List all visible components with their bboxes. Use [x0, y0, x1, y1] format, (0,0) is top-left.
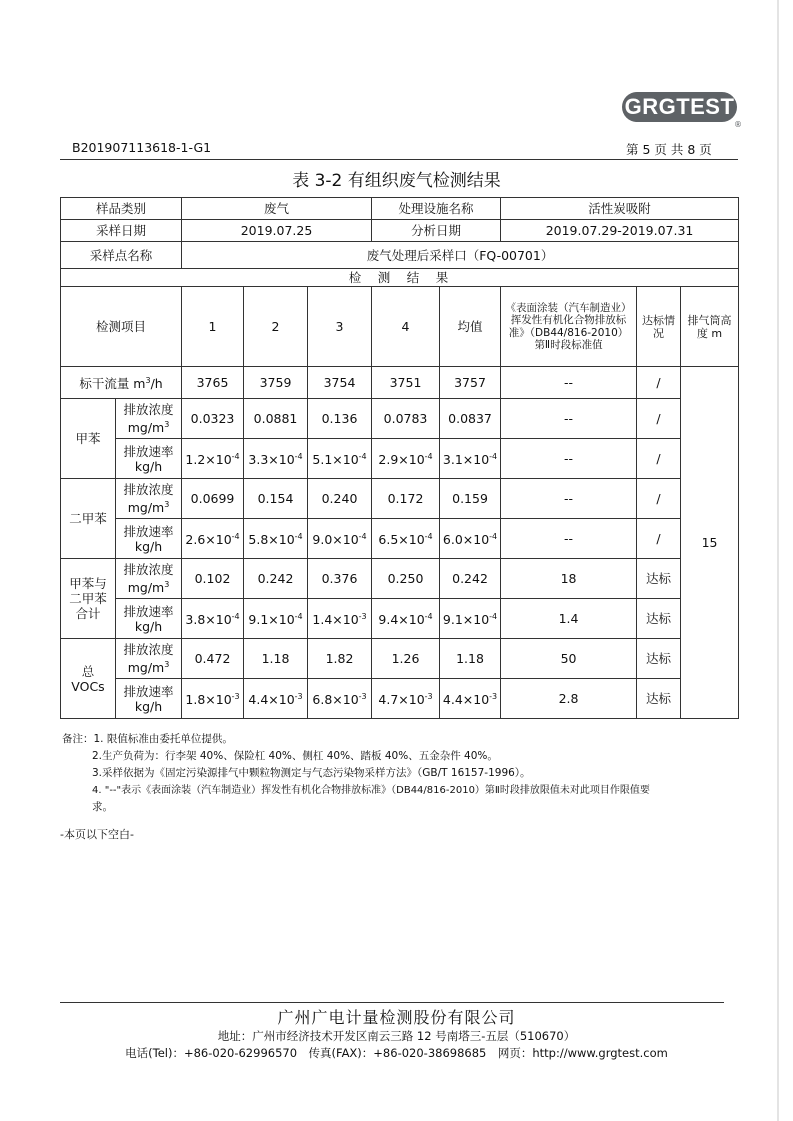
- sampling-date: 2019.07.25: [182, 220, 372, 242]
- notes: [62, 731, 734, 816]
- status-cell: 达标: [637, 679, 681, 719]
- table-row: [61, 559, 739, 599]
- column-header-row: [61, 287, 739, 367]
- note-1: 备注：1. 限值标准由委托单位提供。: [62, 733, 233, 745]
- value-cell: 0.376: [308, 559, 372, 599]
- value-mantissa: 9.4×10: [378, 612, 425, 628]
- table-title: 表 3-2 有组织废气检测结果: [292, 171, 501, 191]
- value-mantissa: 5.8×10: [248, 532, 295, 548]
- value-exponent: -4: [358, 452, 367, 462]
- unit-label: kg/h: [134, 538, 163, 554]
- group-name: 甲苯与二甲苯合计: [61, 559, 116, 639]
- value-mantissa: 5.1×10: [312, 452, 359, 468]
- value-cell: [244, 679, 308, 719]
- value-cell: [182, 599, 244, 639]
- sampling-point: 废气处理后采样口（FQ-00701）: [182, 242, 739, 269]
- flow-row: [61, 367, 739, 399]
- value-cell: 1.26: [372, 639, 440, 679]
- unit-label: mg/m: [127, 420, 165, 436]
- unit-label: mg/m: [127, 500, 165, 516]
- value-mantissa: 1.4×10: [312, 612, 359, 628]
- value-cell: [182, 519, 244, 559]
- header-rule: [60, 159, 738, 160]
- param-cell: [116, 559, 182, 599]
- unit-exp: 3: [164, 579, 170, 589]
- meta-row-dates: [61, 220, 739, 242]
- value-exponent: -3: [358, 692, 367, 702]
- unit-exp: 3: [164, 499, 170, 509]
- value-mantissa: 1.8×10: [185, 692, 232, 708]
- value-cell: [308, 679, 372, 719]
- table-row: [61, 599, 739, 639]
- average-cell: 0.242: [440, 559, 501, 599]
- value-mantissa: 3.3×10: [248, 452, 295, 468]
- param-label: 排放浓度: [123, 401, 174, 417]
- results-body: [61, 198, 739, 719]
- results-table: [60, 197, 739, 719]
- value-cell: 0.172: [372, 479, 440, 519]
- results-header-row: [61, 269, 739, 287]
- meta-row-point: [61, 242, 739, 269]
- average-cell: 0.0837: [440, 399, 501, 439]
- value-mantissa: 4.4×10: [248, 692, 295, 708]
- value-exponent: -3: [231, 692, 240, 702]
- average-cell: [440, 599, 501, 639]
- value-cell: [244, 519, 308, 559]
- analysis-date-label: 分析日期: [372, 220, 501, 242]
- value-mantissa: 6.5×10: [378, 532, 425, 548]
- value-exponent: -4: [294, 532, 303, 542]
- param-label: 排放速率: [123, 443, 174, 459]
- value-mantissa: 2.6×10: [185, 532, 232, 548]
- value-cell: [372, 439, 440, 479]
- unit-label: kg/h: [134, 618, 163, 634]
- standard-cell: 18: [501, 559, 637, 599]
- logo-text: GRGTEST: [624, 94, 735, 119]
- flow-average: 3757: [440, 367, 501, 399]
- standard-cell: --: [501, 479, 637, 519]
- value-exponent: -4: [489, 612, 498, 622]
- standard-cell: 2.8: [501, 679, 637, 719]
- table-row: [61, 439, 739, 479]
- blank-below-note: -本页以下空白-: [60, 828, 134, 841]
- value-exponent: -4: [424, 452, 433, 462]
- value-cell: 1.82: [308, 639, 372, 679]
- value-cell: [372, 679, 440, 719]
- value-cell: [372, 599, 440, 639]
- flow-status: /: [637, 367, 681, 399]
- standard-cell: --: [501, 519, 637, 559]
- value-exponent: -4: [294, 612, 303, 622]
- standard-cell: --: [501, 399, 637, 439]
- value-exponent: -3: [424, 692, 433, 702]
- average-cell: 1.18: [440, 639, 501, 679]
- facility: 活性炭吸附: [501, 198, 739, 220]
- param-cell: [116, 399, 182, 439]
- param-label: 排放浓度: [123, 481, 174, 497]
- value-exponent: -3: [294, 692, 303, 702]
- value-cell: [372, 519, 440, 559]
- col-standard: 《表面涂装（汽车制造业）挥发性有机化合物排放标准》（DB44/816-2010）第Ⅱ时段标准值: [501, 287, 637, 367]
- param-cell: [116, 479, 182, 519]
- value-cell: 0.242: [244, 559, 308, 599]
- value-cell: 0.0323: [182, 399, 244, 439]
- company-contact: 电话(Tel)：+86-020-62996570 传真(FAX)：+86-020-38698685 网页：http://www.grgtest.com: [125, 1046, 668, 1060]
- col-status: 达标情况: [637, 287, 681, 367]
- param-label: 排放浓度: [123, 641, 174, 657]
- param-cell: [116, 599, 182, 639]
- value-cell: 1.18: [244, 639, 308, 679]
- flow-label-exp: 3: [145, 376, 151, 386]
- unit-label: mg/m: [127, 580, 165, 596]
- col-run-3: 3: [308, 287, 372, 367]
- value-cell: [308, 439, 372, 479]
- value-exponent: -4: [424, 612, 433, 622]
- value-cell: 0.102: [182, 559, 244, 599]
- meta-row-sample: [61, 198, 739, 220]
- value-cell: 0.240: [308, 479, 372, 519]
- sampling-date-label: 采样日期: [61, 220, 182, 242]
- value-cell: 0.250: [372, 559, 440, 599]
- group-name: 总 VOCs: [61, 639, 116, 719]
- unit-label: kg/h: [134, 458, 163, 474]
- value-cell: 0.0699: [182, 479, 244, 519]
- value-exponent: -4: [294, 452, 303, 462]
- note-3: 3.采样依据为《固定污染源排气中颗粒物测定与气态污染物采样方法》（GB/T 16157-1996）。: [92, 767, 531, 779]
- param-cell: [116, 519, 182, 559]
- footer-rule: [60, 1002, 724, 1003]
- value-exponent: -4: [424, 532, 433, 542]
- stack-height: 15: [681, 367, 739, 719]
- col-average: 均值: [440, 287, 501, 367]
- group-name: 二甲苯: [61, 479, 116, 559]
- value-cell: 0.0783: [372, 399, 440, 439]
- value-mantissa: 1.2×10: [185, 452, 232, 468]
- col-item: 检测项目: [61, 287, 182, 367]
- standard-cell: 1.4: [501, 599, 637, 639]
- group-name: 甲苯: [61, 399, 116, 479]
- sample-type-label: 样品类别: [61, 198, 182, 220]
- value-exponent: -4: [489, 532, 498, 542]
- value-mantissa: 3.1×10: [442, 452, 490, 468]
- average-cell: [440, 679, 501, 719]
- col-run-4: 4: [372, 287, 440, 367]
- flow-value: 3751: [372, 367, 440, 399]
- param-cell: [116, 639, 182, 679]
- status-cell: /: [637, 479, 681, 519]
- value-cell: 0.472: [182, 639, 244, 679]
- value-mantissa: 2.9×10: [378, 452, 425, 468]
- param-cell: [116, 439, 182, 479]
- status-cell: 达标: [637, 559, 681, 599]
- flow-label-tail: /h: [150, 376, 163, 392]
- param-label: 排放速率: [123, 603, 174, 619]
- flow-value: 3754: [308, 367, 372, 399]
- logo-registered-mark: ®: [734, 120, 742, 129]
- flow-value: 3765: [182, 367, 244, 399]
- value-cell: 0.0881: [244, 399, 308, 439]
- unit-exp: 3: [164, 419, 170, 429]
- col-run-1: 1: [182, 287, 244, 367]
- value-exponent: -3: [489, 692, 498, 702]
- value-cell: 0.136: [308, 399, 372, 439]
- flow-label-text: 标干流量 m: [79, 376, 146, 392]
- value-cell: 0.154: [244, 479, 308, 519]
- note-4-cont: 求。: [92, 801, 113, 813]
- value-mantissa: 9.1×10: [442, 612, 490, 628]
- table-row: [61, 679, 739, 719]
- value-cell: [244, 599, 308, 639]
- value-cell: [308, 519, 372, 559]
- unit-label: mg/m: [127, 660, 165, 676]
- flow-label: [61, 367, 182, 399]
- value-exponent: -4: [231, 612, 240, 622]
- point-label: 采样点名称: [61, 242, 182, 269]
- page-info: 第 5 页 共 8 页: [626, 142, 712, 157]
- value-mantissa: 6.0×10: [442, 532, 490, 548]
- company-address: 地址：广州市经济技术开发区南云三路 12 号南塔三-五层（510670）: [217, 1029, 576, 1043]
- unit-label: kg/h: [134, 698, 163, 714]
- facility-label: 处理设施名称: [372, 198, 501, 220]
- average-cell: 0.159: [440, 479, 501, 519]
- value-mantissa: 9.1×10: [248, 612, 295, 628]
- analysis-date: 2019.07.29-2019.07.31: [501, 220, 739, 242]
- unit-exp: 3: [164, 659, 170, 669]
- average-cell: [440, 439, 501, 479]
- status-cell: /: [637, 439, 681, 479]
- value-cell: [308, 599, 372, 639]
- col-run-2: 2: [244, 287, 308, 367]
- table-row: [61, 399, 739, 439]
- col-stack-height: 排气筒高度 m: [681, 287, 739, 367]
- average-cell: [440, 519, 501, 559]
- value-cell: [182, 439, 244, 479]
- value-mantissa: 4.4×10: [442, 692, 490, 708]
- value-mantissa: 9.0×10: [312, 532, 359, 548]
- status-cell: 达标: [637, 599, 681, 639]
- report-number: B201907113618-1-G1: [72, 140, 212, 155]
- value-cell: [182, 679, 244, 719]
- standard-cell: --: [501, 439, 637, 479]
- value-exponent: -4: [231, 532, 240, 542]
- value-cell: [244, 439, 308, 479]
- value-exponent: -4: [358, 532, 367, 542]
- flow-value: 3759: [244, 367, 308, 399]
- sample-type: 废气: [182, 198, 372, 220]
- param-cell: [116, 679, 182, 719]
- results-label: 检 测 结 果: [61, 269, 739, 287]
- param-label: 排放速率: [123, 683, 174, 699]
- status-cell: /: [637, 519, 681, 559]
- status-cell: 达标: [637, 639, 681, 679]
- note-2: 2.生产负荷为：行李架 40%、保险杠 40%、侧杠 40%、踏板 40%、五金杂件 40%。: [92, 750, 498, 762]
- standard-cell: 50: [501, 639, 637, 679]
- grgtest-logo: [622, 92, 737, 122]
- table-row: [61, 519, 739, 559]
- value-exponent: -3: [358, 612, 367, 622]
- param-label: 排放浓度: [123, 561, 174, 577]
- value-mantissa: 4.7×10: [378, 692, 425, 708]
- param-label: 排放速率: [123, 523, 174, 539]
- company-name: 广州广电计量检测股份有限公司: [277, 1008, 516, 1027]
- value-exponent: -4: [231, 452, 240, 462]
- flow-standard: --: [501, 367, 637, 399]
- value-exponent: -4: [489, 452, 498, 462]
- value-mantissa: 6.8×10: [312, 692, 359, 708]
- table-row: [61, 479, 739, 519]
- value-mantissa: 3.8×10: [185, 612, 232, 628]
- table-row: [61, 639, 739, 679]
- note-4: 4. "--"表示《表面涂装（汽车制造业）挥发性有机化合物排放标准》（DB44/816-2010）第Ⅱ时段排放限值未对此项目作限值要: [92, 785, 650, 796]
- status-cell: /: [637, 399, 681, 439]
